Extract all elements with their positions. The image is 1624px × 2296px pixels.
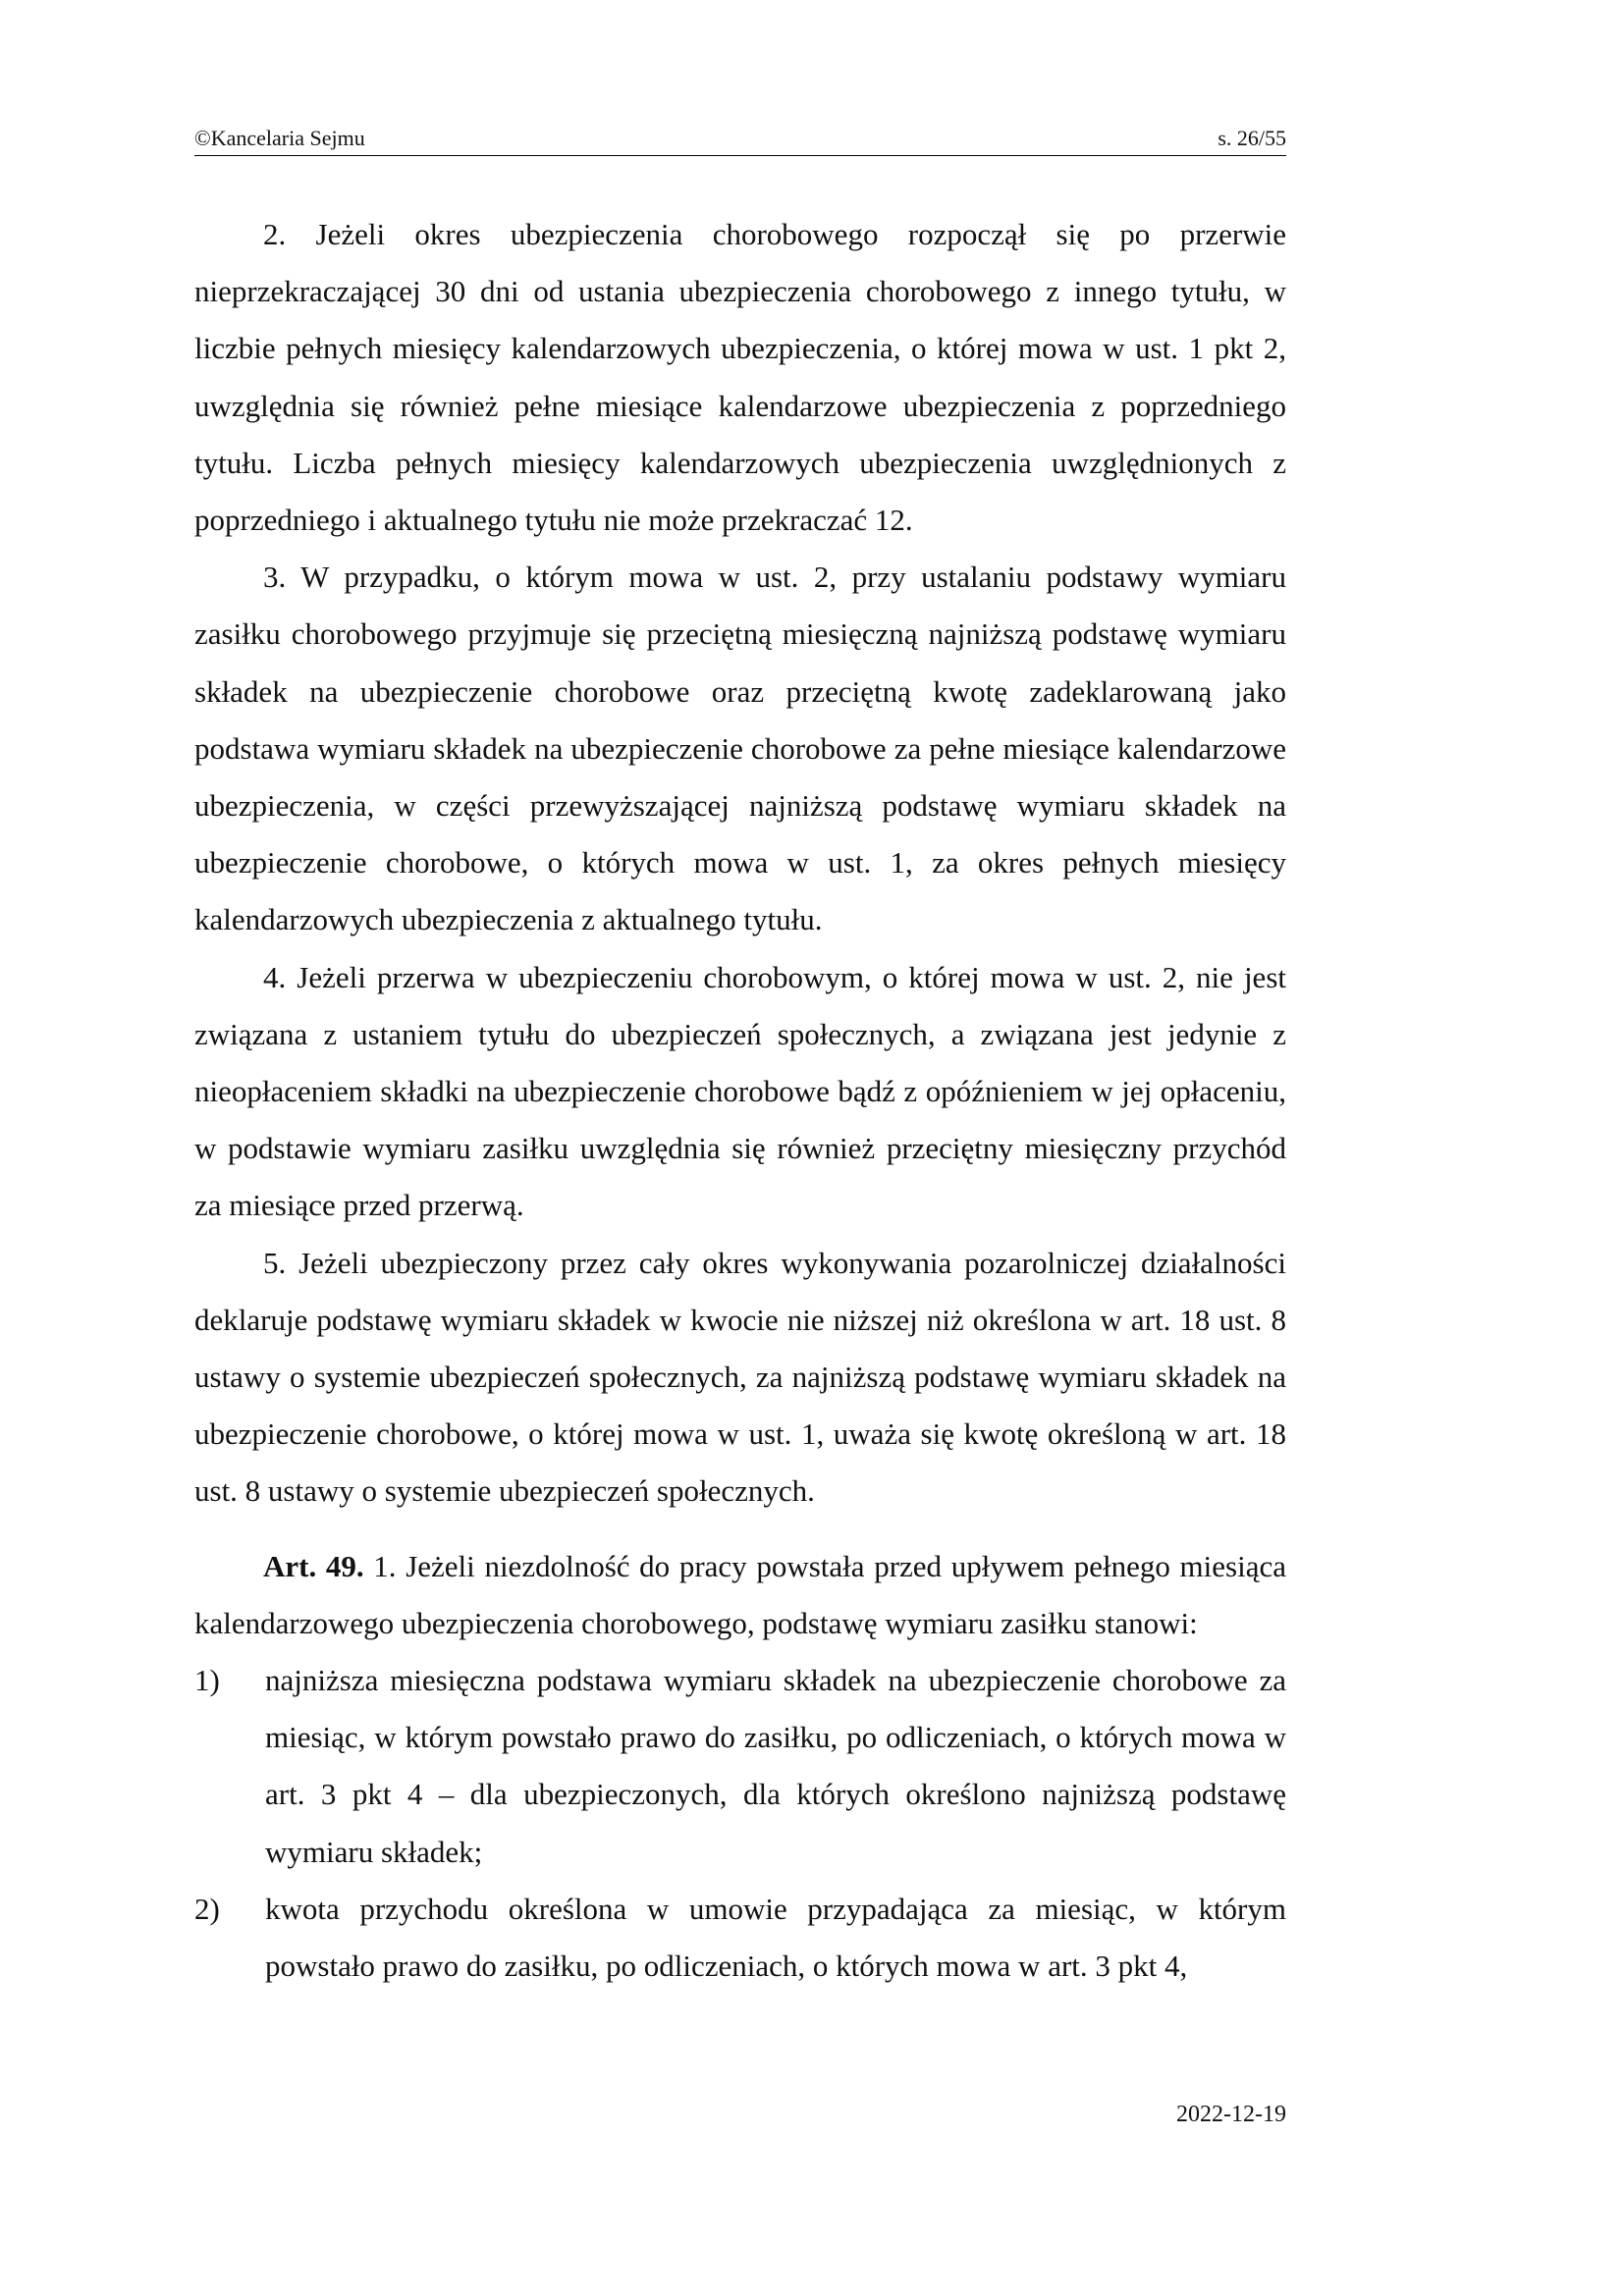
document-body	[194, 206, 1286, 1995]
paragraph-ust-2: 2. Jeżeli okres ubezpieczenia chorobowego rozpoczął się po przerwie nieprzekraczającej 30 dni od ustania ubezpieczenia chorobowego z innego tytułu, w liczbie pełnych miesięcy kalendarzowych ubezpieczenia, o której mowa w ust. 1 pkt 2, uwzględnia się również pełne miesiące kalendarzowe ubezpieczenia z poprzedniego tytułu. Liczba pełnych miesięcy kalendarzowych ubezpieczenia uwzględnionych z poprzedniego i aktualnego tytułu nie może przekraczać 12.	[194, 217, 1286, 538]
header-source: ©Kancelaria Sejmu	[194, 126, 365, 150]
page-header	[194, 126, 1286, 156]
page-number: s. 26/55	[1218, 126, 1286, 150]
paragraph-ust-4: 4. Jeżeli przerwa w ubezpieczeniu chorobowym, o której mowa w ust. 2, nie jest związana z ustaniem tytułu do ubezpieczeń społecznych, a związana jest jedynie z nieopłaceniem składki na ubezpieczenie chorobowe bądź z opóźnieniem w jej opłaceniu, w podstawie wymiaru zasiłku uwzględnia się również przeciętny miesięczny przychód za miesiące przed przerwą.	[194, 959, 1286, 1223]
list-item-text: kwota przychodu określona w umowie przypadająca za miesiąc, w którym powstało prawo do zasiłku, po odliczeniach, o których mowa w art. 3 pkt 4,	[265, 1891, 1286, 1984]
list-item	[194, 1881, 1286, 1995]
footer-date: 2022-12-19	[1176, 2102, 1286, 2127]
article-label: Art. 49.	[263, 1548, 364, 1583]
list-item-number: 1)	[194, 1663, 220, 1698]
paragraph-ust-3: 3. W przypadku, o którym mowa w ust. 2, przy ustalaniu podstawy wymiaru zasiłku chorobowego przyjmuje się przeciętną miesięczną najniższą podstawę wymiaru składek na ubezpieczenie chorobowe oraz przeciętną kwotę zadeklarowaną jako podstawa wymiaru składek na ubezpieczenie chorobowe za pełne miesiące kalendarzowe ubezpieczenia, w części przewyższającej najniższą podstawę wymiaru składek na ubezpieczenie chorobowe, o których mowa w ust. 1, za okres pełnych miesięcy kalendarzowych ubezpieczenia z aktualnego tytułu.	[194, 560, 1286, 937]
list-item	[194, 1652, 1286, 1881]
article-text: 1. Jeżeli niezdolność do pracy powstała przed upływem pełnego miesiąca kalendarzowego ubezpieczenia chorobowego, podstawę wymiaru zasiłku stanowi:	[194, 1548, 1286, 1640]
list-item-text: najniższa miesięczna podstawa wymiaru składek na ubezpieczenie chorobowe za miesiąc, w którym powstało prawo do zasiłku, po odliczeniach, o których mowa w art. 3 pkt 4 – dla ubezpieczonych, dla których określono najniższą podstawę wymiaru składek;	[265, 1663, 1286, 1869]
paragraph-ust-5: 5. Jeżeli ubezpieczony przez cały okres wykonywania pozarolniczej działalności deklaruje podstawę wymiaru składek w kwocie nie niższej niż określona w art. 18 ust. 8 ustawy o systemie ubezpieczeń społecznych, za najniższą podstawę wymiaru składek na ubezpieczenie chorobowe, o której mowa w ust. 1, uważa się kwotę określoną w art. 18 ust. 8 ustawy o systemie ubezpieczeń społecznych.	[194, 1245, 1286, 1509]
list-item-number: 2)	[194, 1891, 220, 1926]
article-49-intro	[194, 1538, 1286, 1652]
